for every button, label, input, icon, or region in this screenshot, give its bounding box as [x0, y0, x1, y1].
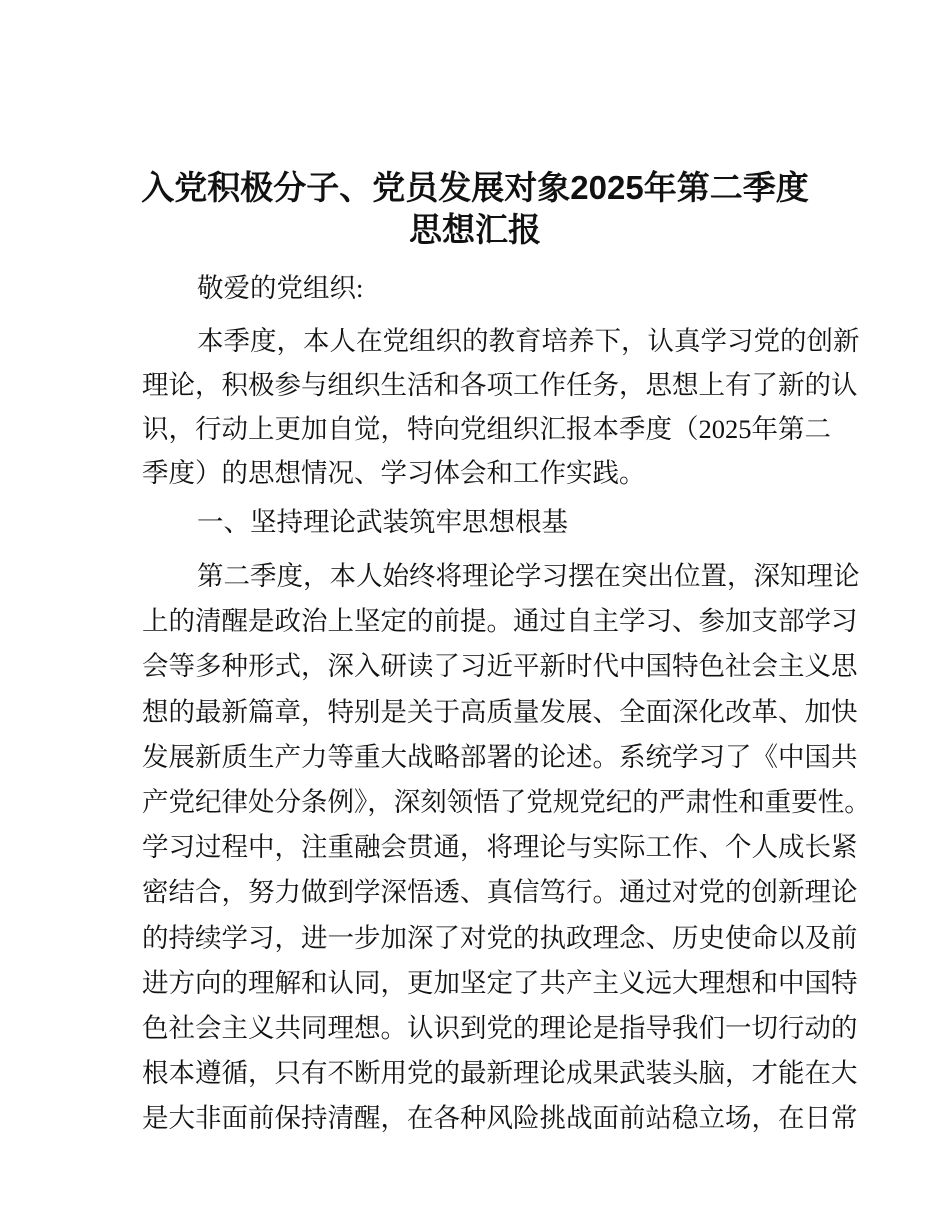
text-line: 产党纪律处分条例》，深刻领悟了党规党纪的严肃性和重要性。	[142, 786, 871, 817]
salutation: 敬爱的党组织:	[197, 273, 364, 303]
text-line: 第二季度，本人始终将理论学习摆在突出位置，深知理论	[197, 561, 860, 591]
title-line-1: 入党积极分子、党员发展对象2025年第二季度	[141, 169, 809, 206]
title-line-2: 思想汇报	[409, 211, 541, 248]
text-line: 是大非面前保持清醒，在各种风险挑战面前站稳立场，在日常	[142, 1103, 858, 1134]
text-line: 季度）的思想情况、学习体会和工作实践。	[142, 458, 646, 488]
text-line: 上的清醒是政治上坚定的前提。通过自主学习、参加支部学习	[142, 606, 858, 637]
text-line: 想的最新篇章，特别是关于高质量发展、全面深化改革、加快	[142, 696, 858, 727]
text-line: 的持续学习，进一步加深了对党的执政理念、历史使命以及前	[142, 922, 858, 953]
text-line: 色社会主义共同理想。认识到党的理论是指导我们一切行动的	[142, 1012, 858, 1043]
paragraph-intro	[142, 319, 860, 495]
text-line: 识，行动上更加自觉，特向党组织汇报本季度（2025年第二	[142, 414, 831, 444]
document-title	[130, 167, 820, 251]
text-line: 一、坚持理论武装筑牢思想根基	[197, 507, 568, 537]
text-line: 密结合，努力做到学深悟透、真信笃行。通过对党的创新理论	[142, 877, 858, 908]
section-heading	[142, 500, 812, 544]
text-line: 发展新质生产力等重大战略部署的论述。系统学习了《中国共	[142, 741, 858, 772]
salutation-block	[142, 266, 812, 310]
text-line: 会等多种形式，深入研读了习近平新时代中国特色社会主义思	[142, 651, 858, 682]
paragraph-theory	[142, 554, 871, 1141]
text-line: 进方向的理解和认同，更加坚定了共产主义远大理想和中国特	[142, 967, 858, 998]
text-line: 学习过程中，注重融会贯通，将理论与实际工作、个人成长紧	[142, 832, 858, 863]
text-line: 根本遵循，只有不断用党的最新理论成果武装头脑，才能在大	[142, 1058, 858, 1089]
text-line: 本季度，本人在党组织的教育培养下，认真学习党的创新	[197, 326, 860, 356]
text-line: 理论，积极参与组织生活和各项工作任务，思想上有了新的认	[142, 370, 858, 400]
